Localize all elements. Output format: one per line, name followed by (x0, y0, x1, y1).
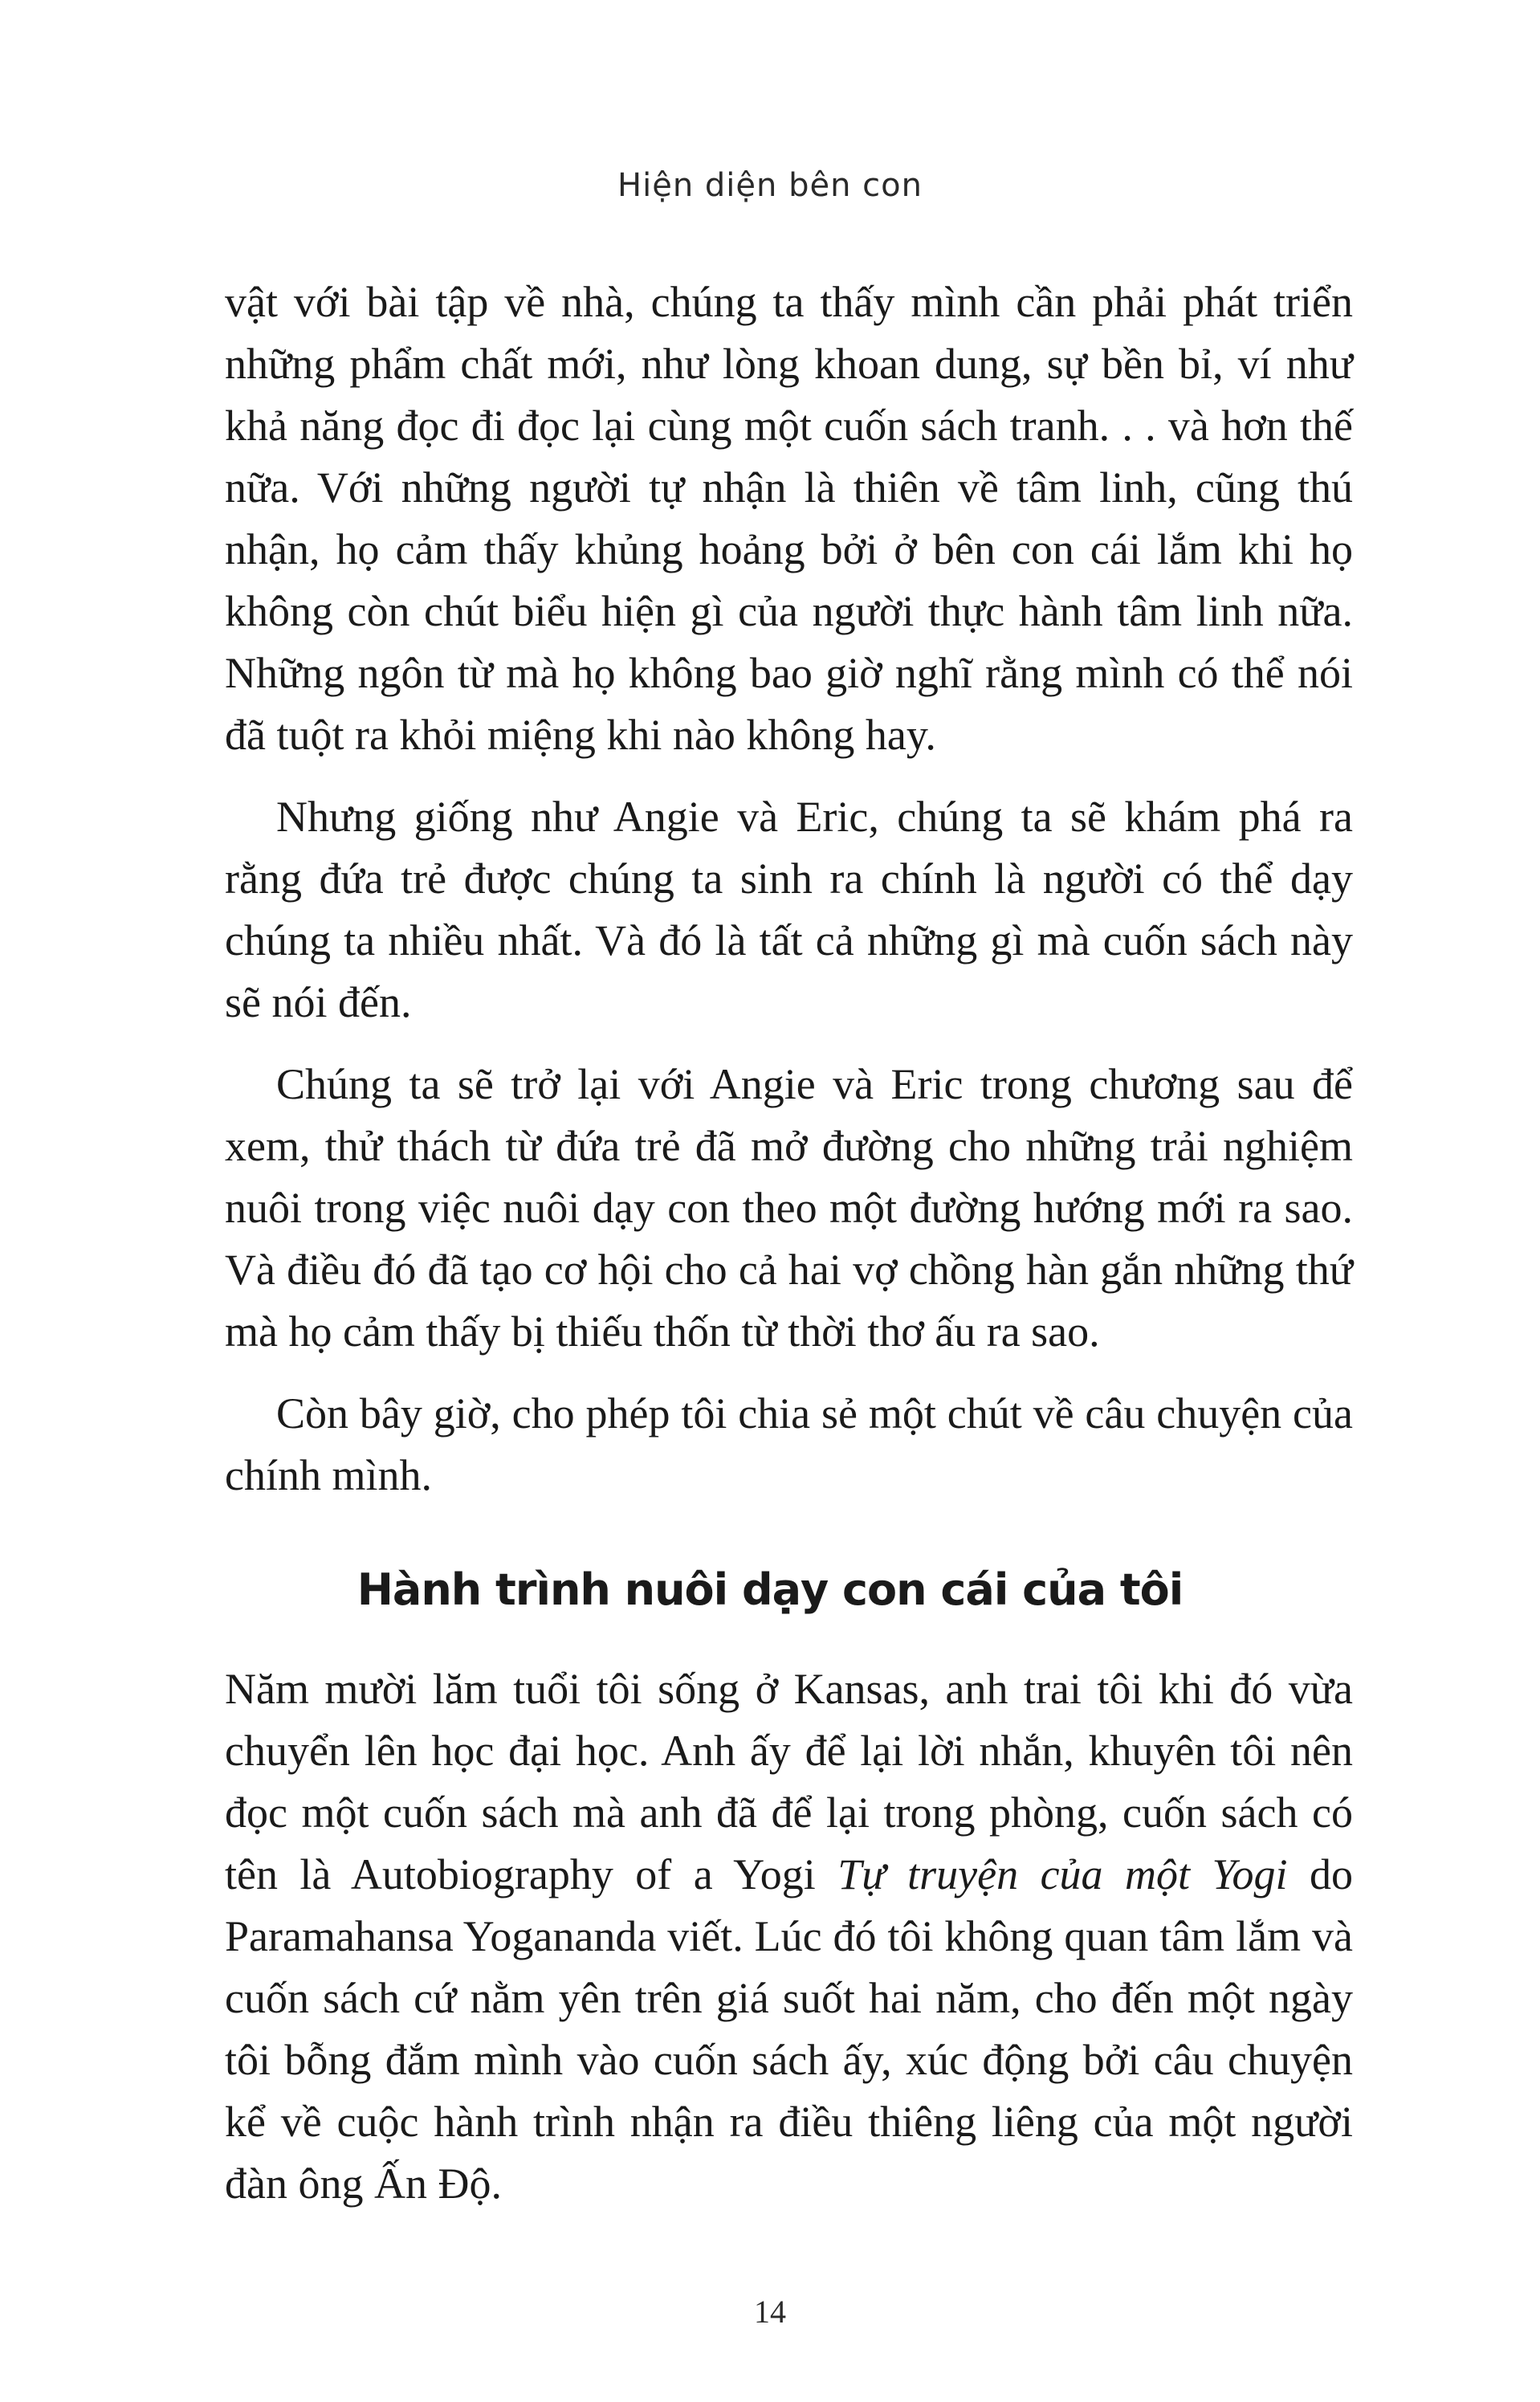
paragraph-continued: vật với bài tập về nhà, chúng ta thấy mình cần phải phát triển những phẩm chất mới, như lòng khoan dung, sự bền bỉ, ví như khả năng đọc đi đọc lại cùng một cuốn sách tranh. . . và hơn thế nữa. Với những người tự nhận là thiên về tâm linh, cũng thú nhận, họ cảm thấy khủng hoảng bởi ở bên con cái lắm khi họ không còn chút biểu hiện gì của người thực hành tâm linh nữa. Những ngôn từ mà họ không bao giờ nghĩ rằng mình có thể nói đã tuột ra khỏi miệng khi nào không hay. (225, 278, 1353, 759)
paragraph-next-chapter: Chúng ta sẽ trở lại với Angie và Eric trong chương sau để xem, thử thách từ đứa trẻ đã mở đường cho những trải nghiệm nuôi trong việc nuôi dạy con theo một đường hướng mới ra sao. Và điều đó đã tạo cơ hội cho cả hai vợ chồng hàn gắn những thứ mà họ cảm thấy bị thiếu thốn từ thời thơ ấu ra sao. (225, 1060, 1353, 1356)
paragraph-angie-eric: Nhưng giống như Angie và Eric, chúng ta sẽ khám phá ra rằng đứa trẻ được chúng ta sinh ra chính là người có thể dạy chúng ta nhiều nhất. Và đó là tất cả những gì mà cuốn sách này sẽ nói đến. (225, 793, 1353, 1026)
paragraph-kansas-text-2: do Paramahansa Yogananda viết. Lúc đó tôi không quan tâm lắm và cuốn sách cứ nằm yên trên giá suốt hai năm, cho đến một ngày tôi bỗng đắm mình vào cuốn sách ấy, xúc động bởi câu chuyện kể về cuộc hành trình nhận ra điều thiêng liêng của một người đàn ông Ấn Độ. (225, 1850, 1354, 2208)
paragraph-my-story: Còn bây giờ, cho phép tôi chia sẻ một chút về câu chuyện của chính mình. (225, 1389, 1353, 1499)
book-title-italic: Tự truyện của một Yogi (837, 1850, 1288, 1898)
paragraph-kansas (225, 1658, 1353, 2215)
page-number: 14 (754, 2294, 786, 2330)
section-heading: Hành trình nuôi dạy con cái của tôi (356, 1564, 1184, 1615)
paragraph-kansas-text-1: Năm mười lăm tuổi tôi sống ở Kansas, anh trai tôi khi đó vừa chuyển lên học đại học. Anh ấy để lại lời nhắn, khuyên tôi nên đọc một cuốn sách mà anh đã để lại trong phòng, cuốn sách có tên là Autobiography of a Yogi (225, 1665, 1353, 1898)
body-text-top (225, 271, 1353, 1527)
running-header: Hiện diện bên con (617, 167, 923, 204)
body-text-section (225, 1658, 1353, 2235)
